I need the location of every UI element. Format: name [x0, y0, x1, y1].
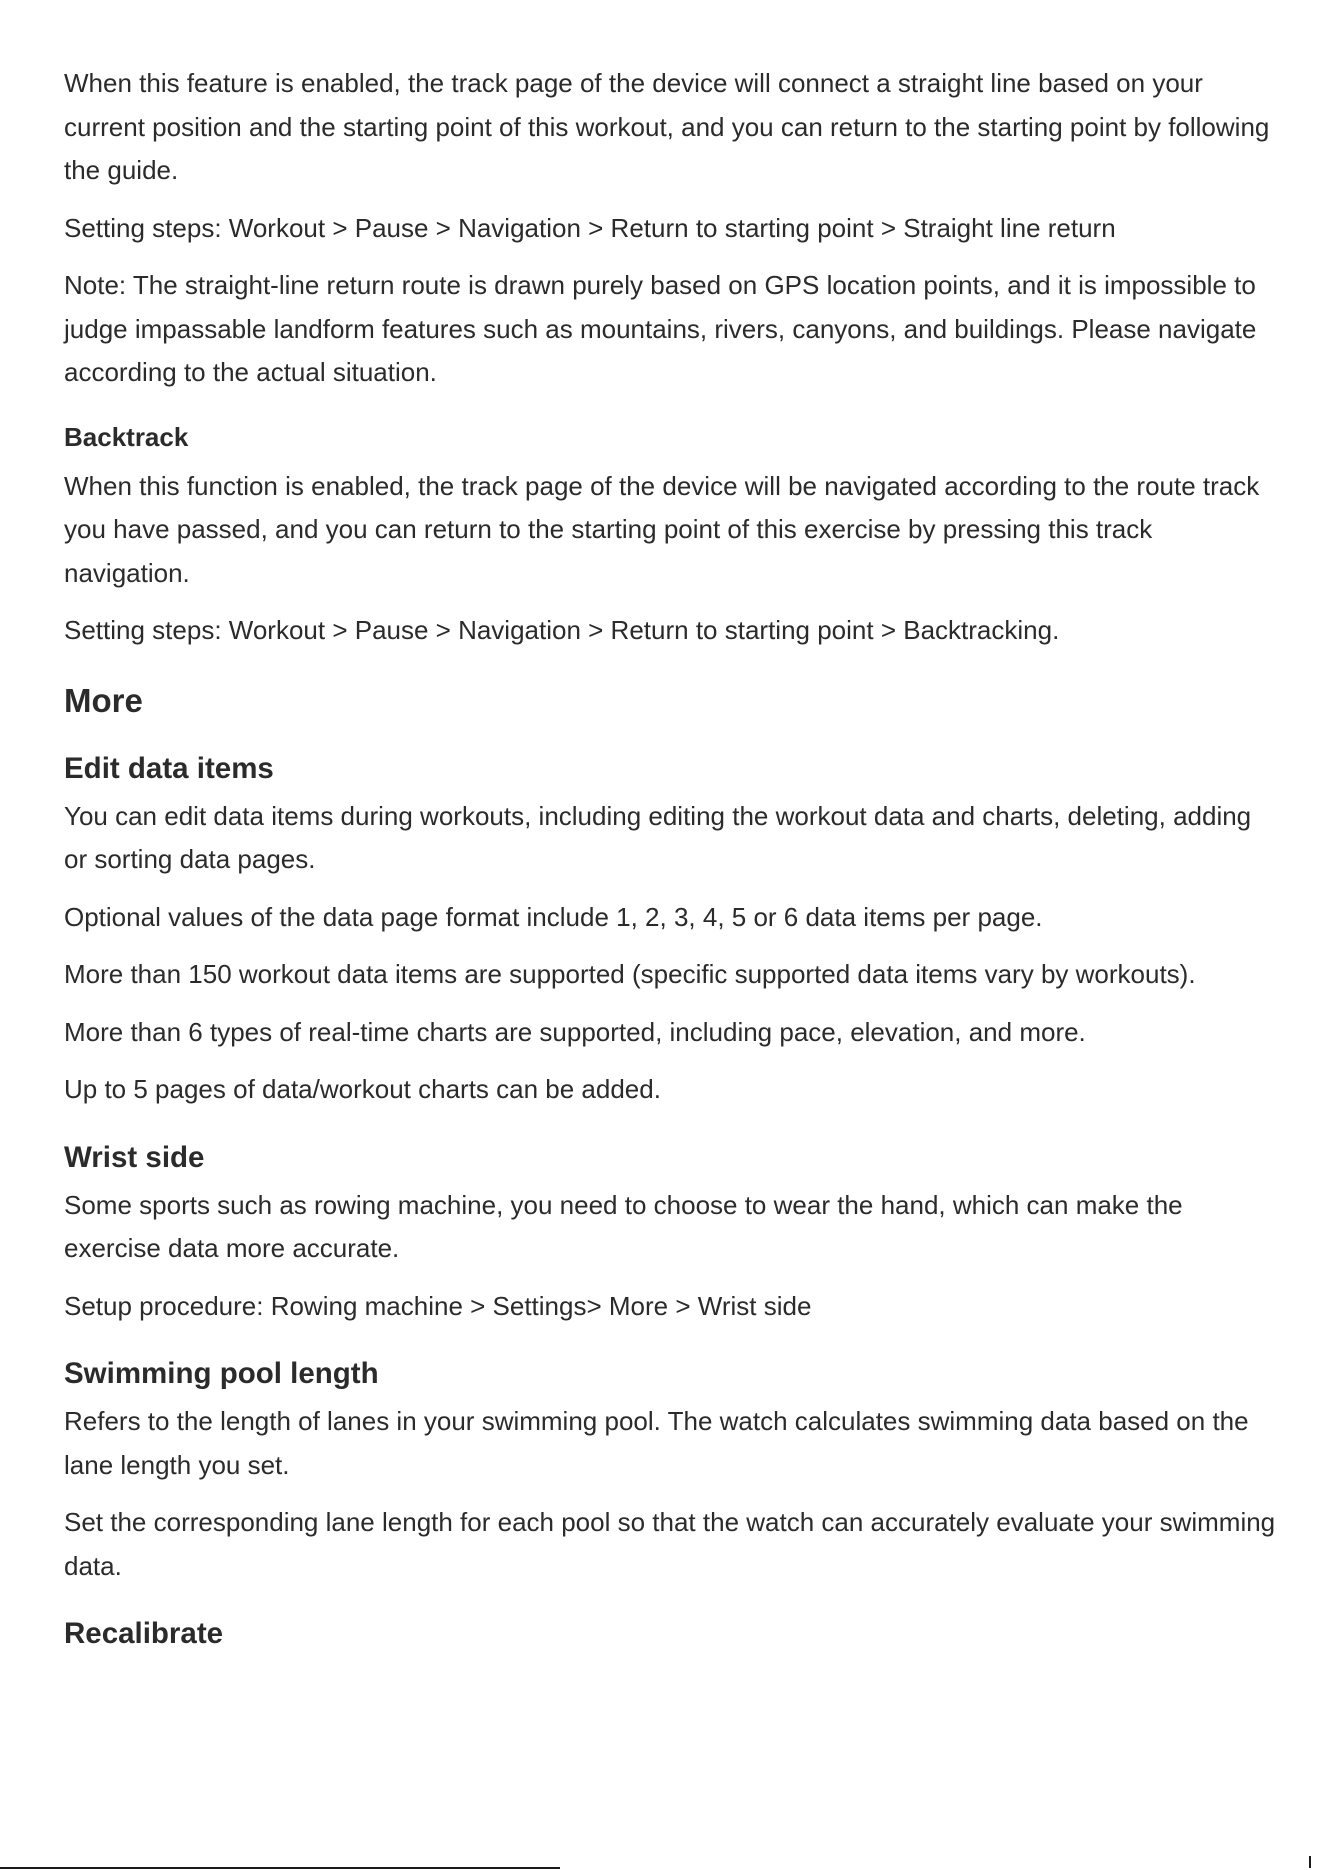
edit-data-items-heading: Edit data items — [64, 751, 274, 785]
pool-length-para2: Set the corresponding lane length for each pool so that the watch can accurately evaluate your swimming data. — [64, 1507, 1276, 1581]
backtrack-steps: Setting steps: Workout > Pause > Navigation > Return to starting point > Backtracking. — [64, 615, 1060, 645]
more-heading: More — [64, 681, 143, 719]
edit-data-items-para3: More than 150 workout data items are supported (specific supported data items vary by workouts). — [64, 959, 1196, 989]
backtrack-description: When this function is enabled, the track page of the device will be navigated according to the route track you have passed, and you can return to the starting point of this exercise by pressing this track navigation. — [64, 470, 1260, 588]
pool-length-heading: Swimming pool length — [64, 1357, 379, 1390]
recalibrate-heading: Recalibrate — [64, 1617, 224, 1650]
page-corner-mark — [1309, 1856, 1311, 1868]
edit-data-items-para5: Up to 5 pages of data/workout charts can be added. — [64, 1074, 661, 1104]
straight-line-steps: Setting steps: Workout > Pause > Navigation > Return to starting point > Straight line return — [64, 212, 1116, 243]
straight-line-description: When this feature is enabled, the track page of the device will connect a straight line based on your current position and the starting point of this workout, and you can return to the starting point by following the guide. — [64, 68, 1270, 185]
footer-divider — [0, 1867, 560, 1869]
document-page — [64, 62, 1279, 1660]
backtrack-heading: Backtrack — [64, 421, 189, 452]
edit-data-items-para4: More than 6 types of real-time charts are supported, including pace, elevation, and more. — [64, 1016, 1086, 1047]
wrist-side-description: Some sports such as rowing machine, you need to choose to wear the hand, which can make the exercise data more accurate. — [64, 1189, 1183, 1263]
wrist-side-heading: Wrist side — [64, 1140, 205, 1174]
straight-line-note: Note: The straight-line return route is drawn purely based on GPS location points, and it is impossible to judge impassable landform features such as mountains, rivers, canyons, and buildings. Please navigate according to the actual situation. — [64, 270, 1257, 387]
edit-data-items-para2: Optional values of the data page format include 1, 2, 3, 4, 5 or 6 data items per page. — [64, 901, 1043, 932]
edit-data-items-para1: You can edit data items during workouts, including editing the workout data and charts, deleting, adding or sorting data pages. — [64, 800, 1252, 874]
pool-length-para1: Refers to the length of lanes in your swimming pool. The watch calculates swimming data based on the lane length you set. — [64, 1406, 1249, 1480]
wrist-side-steps: Setup procedure: Rowing machine > Settings> More > Wrist side — [64, 1290, 812, 1321]
